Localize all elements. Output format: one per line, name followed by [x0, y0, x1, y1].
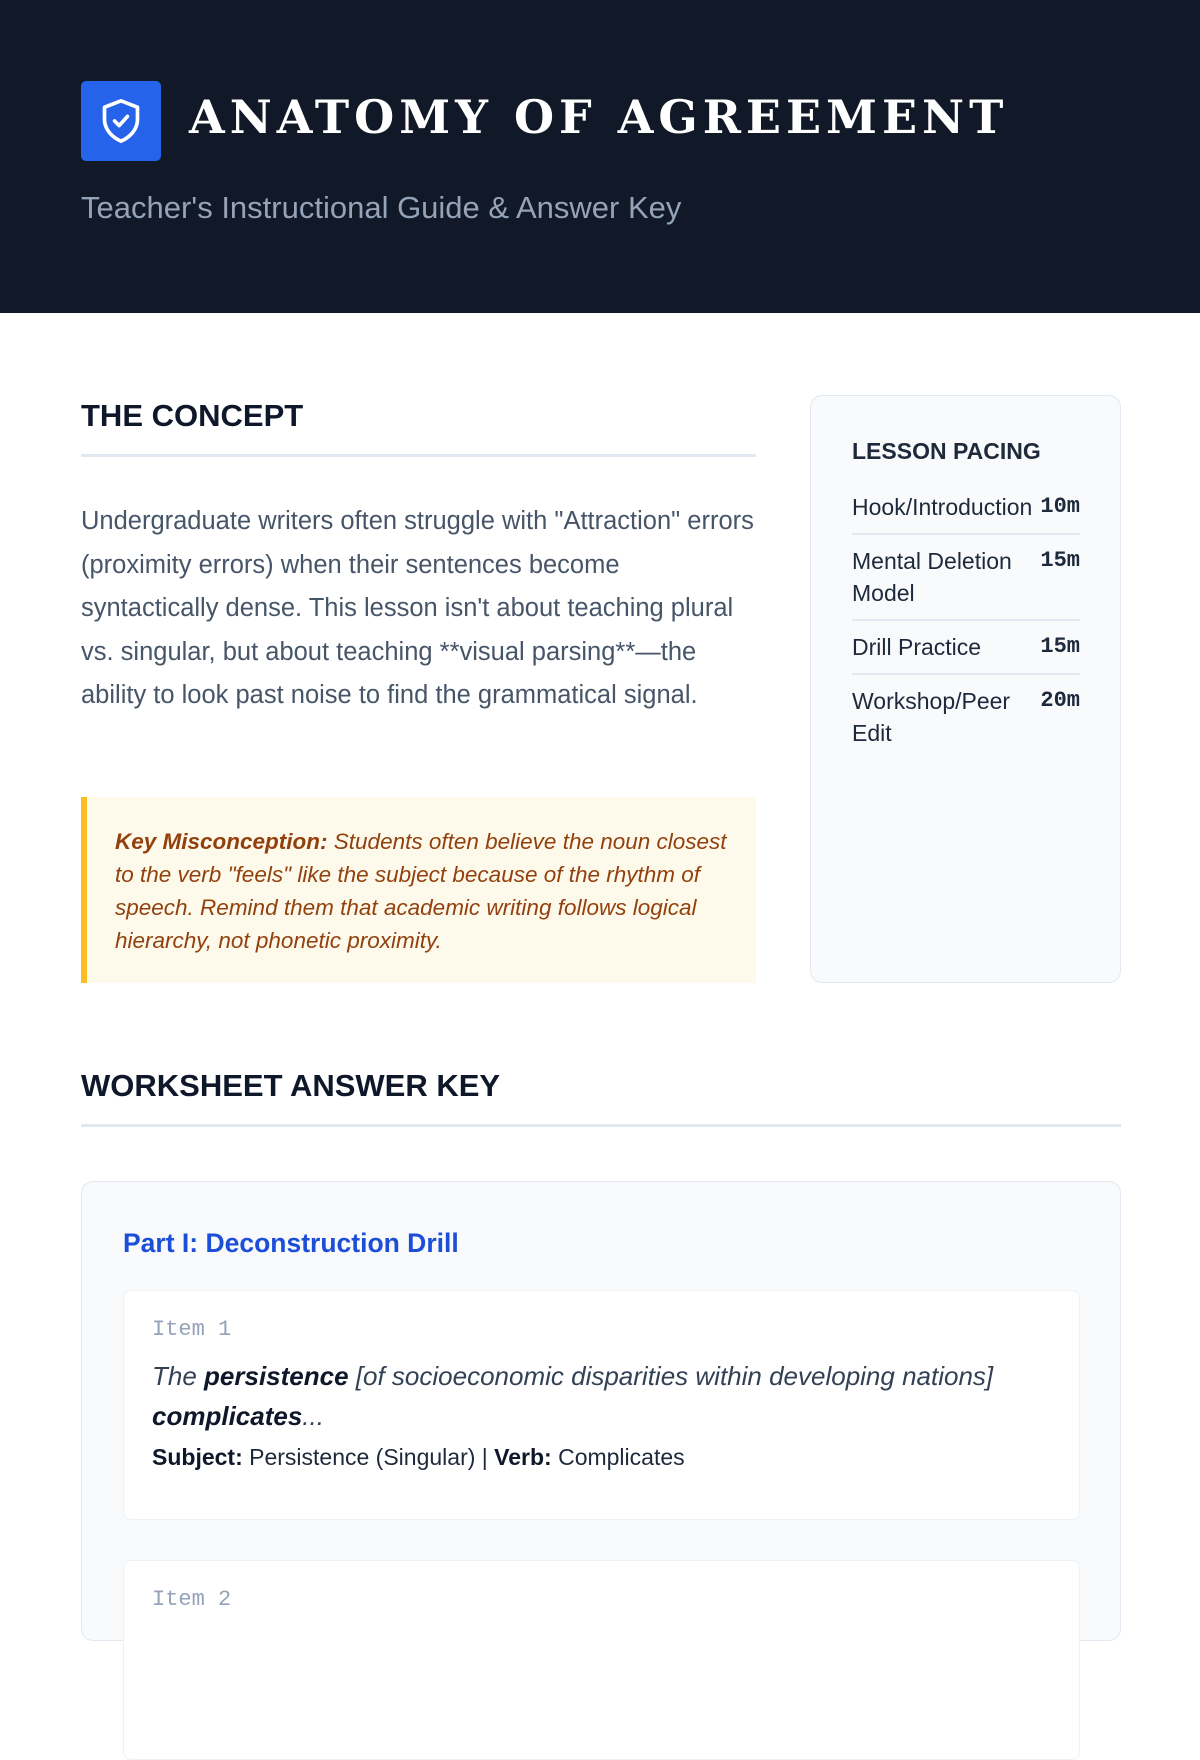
- callout-label: Key Misconception:: [115, 829, 328, 854]
- sentence-subject: persistence: [204, 1361, 349, 1391]
- misconception-callout: [81, 797, 756, 983]
- pacing-label: Drill Practice: [852, 634, 982, 660]
- pacing-label: Mental Deletion Model: [852, 548, 1012, 606]
- sentence-text: The: [152, 1361, 205, 1391]
- pacing-row: [852, 621, 1080, 675]
- callout-text: Students often believe the noun closest to the verb "feels" like the subject because of the rhythm of speech. Remind them that academic writing follows logical hierarchy, not phonetic proximity.: [115, 829, 727, 953]
- subject-label: Subject:: [152, 1444, 243, 1470]
- pacing-row: [852, 675, 1080, 759]
- item-label: Item 2: [152, 1587, 232, 1612]
- pacing-time: 10m: [1040, 494, 1080, 519]
- item-label: Item 1: [152, 1317, 232, 1342]
- pacing-time: 15m: [1040, 548, 1080, 573]
- divider: [81, 454, 756, 457]
- pacing-time: 20m: [1040, 688, 1080, 713]
- subject-value: Persistence (Singular): [242, 1444, 482, 1470]
- separator: |: [481, 1444, 488, 1470]
- verb-value: Complicates: [551, 1444, 685, 1470]
- page-header: [0, 0, 1200, 313]
- part-title: Part I: Deconstruction Drill: [123, 1228, 459, 1258]
- pacing-time: 15m: [1040, 634, 1080, 659]
- sentence-text: [of socioeconomic disparities within developing nations]: [348, 1361, 994, 1391]
- verb-label: Verb:: [487, 1444, 552, 1470]
- lesson-pacing-panel: [810, 395, 1121, 983]
- worksheet-heading: WORKSHEET ANSWER KEY: [81, 1068, 501, 1103]
- answer-key-card: [81, 1181, 1121, 1641]
- concept-heading: THE CONCEPT: [81, 398, 304, 433]
- pacing-label: Workshop/Peer Edit: [852, 688, 1011, 746]
- answer-item: [123, 1290, 1080, 1520]
- logo: [81, 81, 161, 161]
- page-title: ANATOMY OF AGREEMENT: [189, 90, 1009, 144]
- item-answer: [152, 1444, 1051, 1471]
- pacing-row: [852, 535, 1080, 621]
- concept-paragraph: Undergraduate writers often struggle with "Attraction" errors (proximity errors) when their sentences become syntactically dense. This lesson isn't about teaching plural vs. singular, but about teaching **visual parsing**—the ability to look past noise to find the grammatical signal.: [81, 507, 754, 709]
- sentence-text: ...: [302, 1401, 324, 1431]
- divider: [81, 1124, 1121, 1127]
- shield-check-icon: [99, 96, 143, 146]
- sentence-verb: complicates: [152, 1401, 303, 1431]
- pacing-label: Hook/Introduction: [852, 494, 1033, 520]
- item-sentence: [152, 1356, 1051, 1436]
- answer-item: [123, 1560, 1080, 1760]
- pacing-row: [852, 481, 1080, 535]
- page-subtitle: Teacher's Instructional Guide & Answer Key: [81, 190, 682, 225]
- pacing-title: LESSON PACING: [852, 438, 1041, 464]
